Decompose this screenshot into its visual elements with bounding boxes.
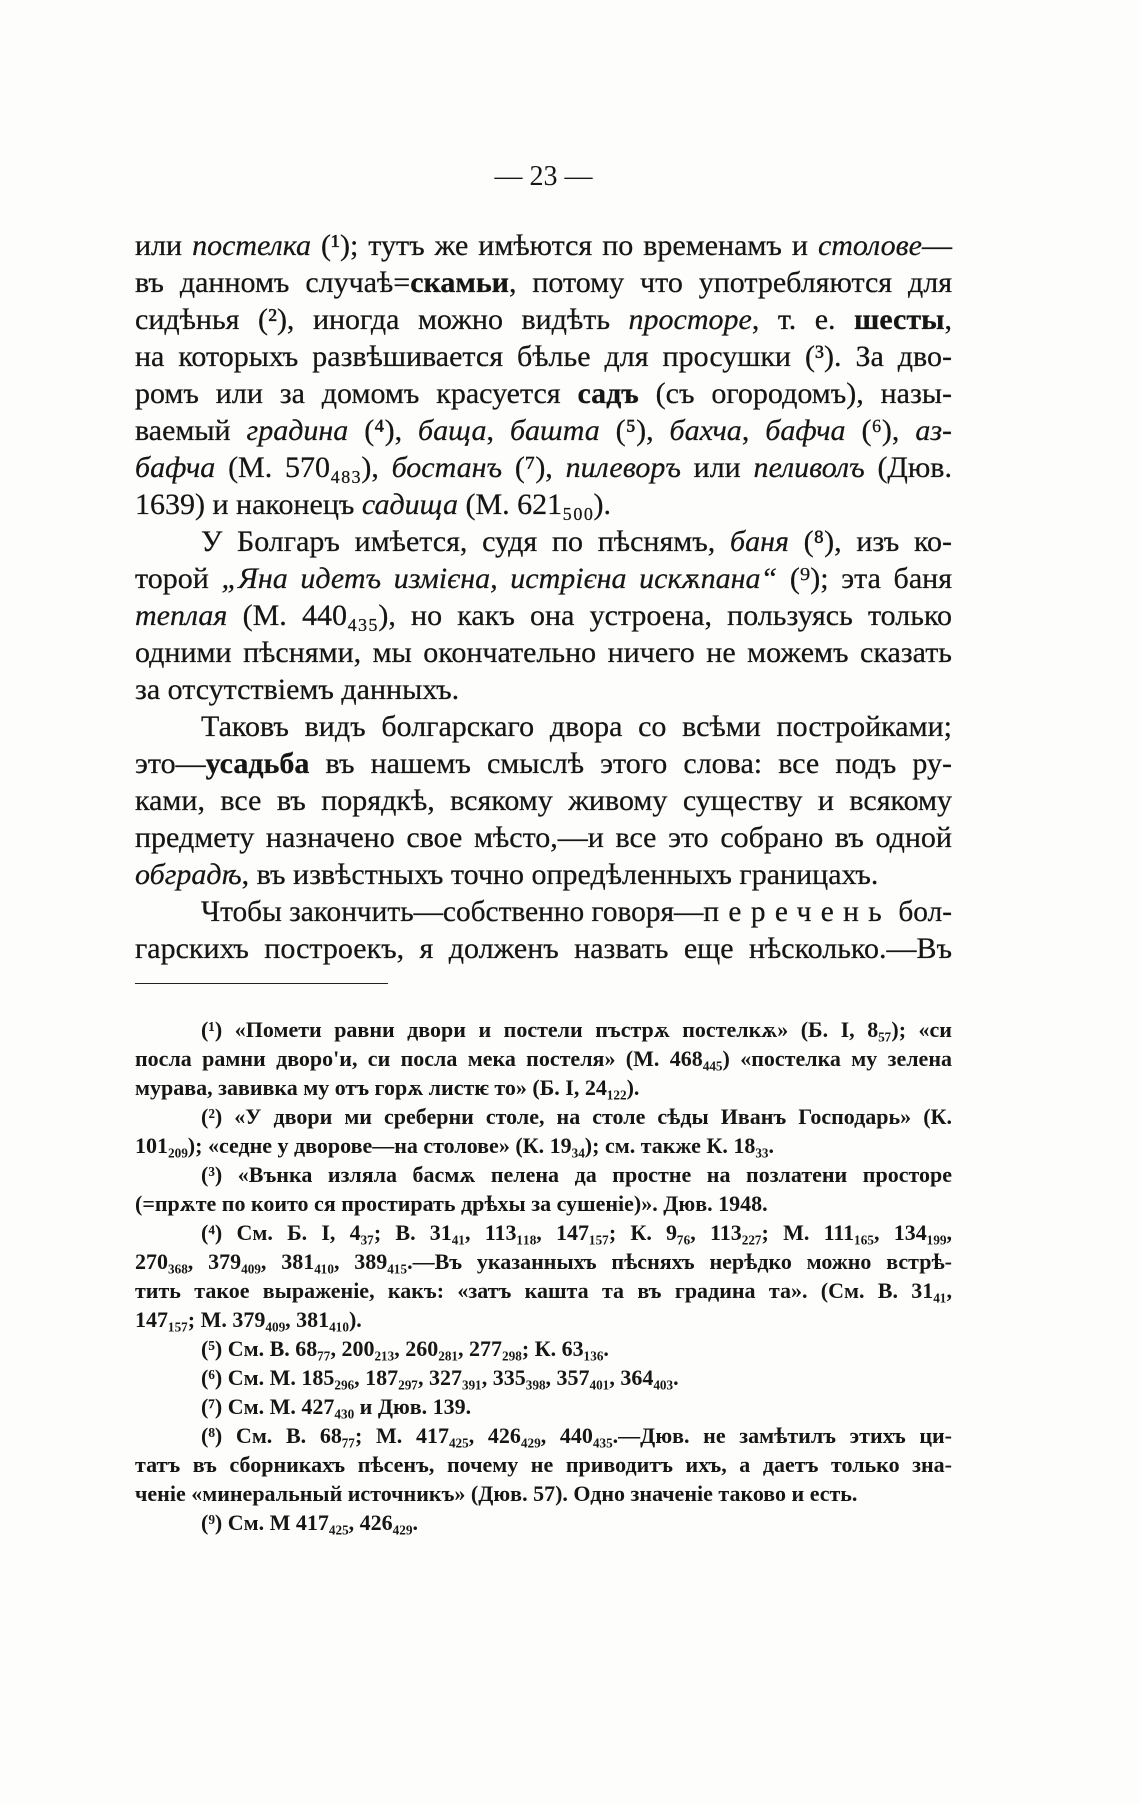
text-line [135,1334,952,1363]
italic-term: постелка [192,229,311,262]
text-segment: (⁵), [599,414,670,447]
text-segment: тить такое выраженіе, какъ: «затъ кашта та въ градина та». (См. В. 31₄₁, [135,1278,952,1303]
footnote [135,1334,952,1363]
italic-term: теплая [135,599,228,632]
italic-term: баща [418,414,487,447]
footnote-rule [135,983,388,984]
italic-term: садища [361,488,459,521]
text-line [135,1218,952,1247]
italic-term: „Яна идетъ измієна, истрієна искѫпана“ [221,562,778,595]
text-segment: мурава, завивка му отъ горѫ листѥ то» (Б. I, 24₁₂₂). [135,1075,640,1100]
text-segment: это— [135,747,206,780]
text-segment: ками, все въ порядкѣ, всякому живому существу и всякому [135,784,952,817]
italic-term: обградѣ [135,858,242,891]
text-segment: ромъ или за домомъ красуется [135,377,578,410]
text-line [135,1073,952,1102]
page-number: — 23 — [494,161,593,192]
text-segment: (¹) «Помети равни двори и постели пъстрѫ постелкѫ» (Б. I, 8₅₇); «си [201,1017,952,1042]
text-line [135,1131,952,1160]
footnote [135,1508,952,1537]
text-line [135,782,952,819]
text-segment: , потому что употребляются для [508,266,952,299]
text-line [135,264,952,301]
footnote [135,1363,952,1392]
footnote [135,1015,952,1102]
text-segment: ченіе «минеральный источникъ» (Дюв. 57). Одно значеніе таково и есть. [135,1481,858,1506]
text-segment: (⁵) См. В. 68₇₇, 200₂₁₃, 260₂₈₁, 277₂₉₈; К. 63₁₃₆. [201,1336,609,1361]
text-segment: торой [135,562,222,595]
text-segment: — [921,229,952,262]
text-segment: (⁸), изъ ко- [788,525,952,558]
text-line [135,1508,952,1537]
italic-term: бафча [765,414,846,447]
text-line [135,856,952,893]
italic-term: бахча [669,414,742,447]
text-line [135,1421,952,1450]
italic-term: башта [509,414,600,447]
text-segment: одними пѣснями, мы окончательно ничего не можемъ сказать [135,636,952,669]
text-line [135,412,952,449]
text-line [135,1392,952,1421]
text-segment: (²) «У двори ми среберни столе, на столе сѣды Иванъ Господарь» (К. [201,1104,952,1129]
text-line [135,560,952,597]
text-segment: (М. 621₅₀₀). [458,488,612,521]
text-segment: , въ извѣстныхъ точно опредѣленныхъ границахъ. [241,858,879,891]
bold-term: усадьба [205,747,310,780]
text-segment: 1639) и наконецъ [135,488,362,521]
text-line [135,1160,952,1189]
text-segment: (М. 440₄₃₅), но какъ она устроена, пользуясь только [227,599,952,632]
text-line [135,893,952,930]
text-line [135,449,952,486]
text-line [135,930,952,967]
bold-term: шесты [854,303,945,336]
text-line [135,708,952,745]
footnote [135,1102,952,1160]
text-line [135,227,952,264]
text-segment: сидѣнья (²), иногда можно видѣть [135,303,629,336]
text-line [135,1102,952,1131]
italic-term: просторе [628,303,752,336]
text-segment: (⁴) См. Б. I, 4₃₇; В. 31₄₁, 113₁₁₈, 147₁₅₇; К. 9₇₆, 113₂₂₇; М. 111₁₆₅, 134₁₉₉, [201,1220,952,1245]
text-segment: 270₃₆₈, 379₄₀₉, 381₄₁₀, 389₄₁₅.—Въ указанныхъ пѣсняхъ нерѣдко можно встрѣ- [135,1249,952,1274]
italic-term: столове [817,229,922,262]
text-segment: (=прѫте по които ся простирать дрѣхы за сушеніе)». Дюв. 1948. [135,1191,768,1216]
text-segment: , [944,303,953,336]
text-line [135,523,952,560]
text-line [135,819,952,856]
text-segment: 101₂₀₉); «седне у дворове—на столове» (К. 19₃₄); см. также К. 18₃₃. [135,1133,775,1158]
text-segment: (⁴), [348,414,419,447]
paragraph [135,227,952,523]
text-segment: гарскихъ построекъ, я долженъ назвать еще нѣсколько.—Въ [135,932,952,965]
text-segment: предмету назначено свое мѣсто,—и все это собрано въ одной [135,821,952,854]
text-segment: , [741,414,766,447]
text-segment: (⁶) См. М. 185₂₉₆, 187₂₉₇, 327₃₉₁, 335₃₉₈, 357₄₀₁, 364₄₀₃. [201,1365,679,1390]
text-segment: (⁷), [502,451,566,484]
text-line [135,1450,952,1479]
text-segment: (¹); тутъ же имѣются по временамъ и [311,229,818,262]
text-segment: Чтобы закончить—собственно говоря— [201,895,704,928]
text-line [135,1015,952,1044]
text-line [135,597,952,634]
text-segment: или [135,229,193,262]
italic-term: пилеворъ [565,451,681,484]
text-segment: (⁸) См. В. 68₇₇; М. 417₄₂₅, 426₄₂₉, 440₄₃₅.—Дюв. не замѣтилъ этихъ ци- [201,1423,952,1448]
text-segment: въ данномъ случаѣ= [135,266,411,299]
text-segment: (⁹); эта баня [777,562,952,595]
main-text [135,227,952,967]
text-line [135,1247,952,1276]
italic-term: бостанъ [391,451,503,484]
text-line [135,634,952,671]
italic-term: баня [729,525,789,558]
text-line [135,745,952,782]
text-line [135,1363,952,1392]
text-segment: посла рамни дворо'и, си посла мека постеля» (М. 468₄₄₅) «постелка му зелена [135,1046,952,1071]
italic-term: бафча [135,451,216,484]
text-segment: татъ въ сборникахъ пѣсенъ, почему не приводитъ ихъ, а даетъ только зна- [135,1452,952,1477]
text-line [135,1276,952,1305]
text-segment: за отсутствіемъ данныхъ. [135,673,460,706]
bold-term: скамьи [410,266,509,299]
text-segment: (⁶), [845,414,916,447]
text-segment: (⁹) См. М 417₄₂₅, 426₄₂₉. [201,1510,418,1535]
italic-term: градина [246,414,349,447]
footnote [135,1421,952,1508]
text-segment: Таковъ видъ болгарскаго двора со всѣми постройками; [201,710,952,743]
text-segment: или [680,451,754,484]
italic-term: аз- [915,414,953,447]
text-segment: , [486,414,510,447]
text-line [135,1044,952,1073]
text-line [135,1305,952,1334]
text-segment: въ нашемъ смыслѣ этого слова: все подъ ру- [309,747,952,780]
text-line [135,1479,952,1508]
text-segment: ваемый [135,414,247,447]
text-segment: (съ огородомъ), назы- [638,377,952,410]
text-line [135,338,952,375]
text-line [135,1189,952,1218]
text-segment: на которыхъ развѣшивается бѣлье для просушки (³). За дво- [135,340,952,373]
paragraph [135,893,952,967]
text-line [135,301,952,338]
text-segment: бол- [891,895,952,928]
footnote [135,1392,952,1421]
bold-term: садъ [577,377,639,410]
text-segment: 147₁₅₇; М. 379₄₀₉, 381₄₁₀). [135,1307,362,1332]
spaced-term: перечень [703,895,892,928]
footnote [135,1160,952,1218]
text-segment: , т. е. [751,303,855,336]
text-line [135,375,952,412]
paragraph [135,708,952,893]
text-segment: У Болгаръ имѣется, судя по пѣснямъ, [201,525,730,558]
footnote [135,1218,952,1334]
text-segment: (³) «Вънка изляла басмѫ пелена да простне на позлатени просторе [201,1162,952,1187]
paragraph [135,523,952,708]
footnotes [135,1015,952,1537]
text-segment: (М. 570₄₈₃), [215,451,392,484]
text-line [135,671,952,708]
text-segment: (⁷) См. М. 427₄₃₀ и Дюв. 139. [201,1394,472,1419]
text-segment: (Дюв. [864,451,952,484]
text-line [135,486,952,523]
italic-term: пеливолъ [753,451,865,484]
